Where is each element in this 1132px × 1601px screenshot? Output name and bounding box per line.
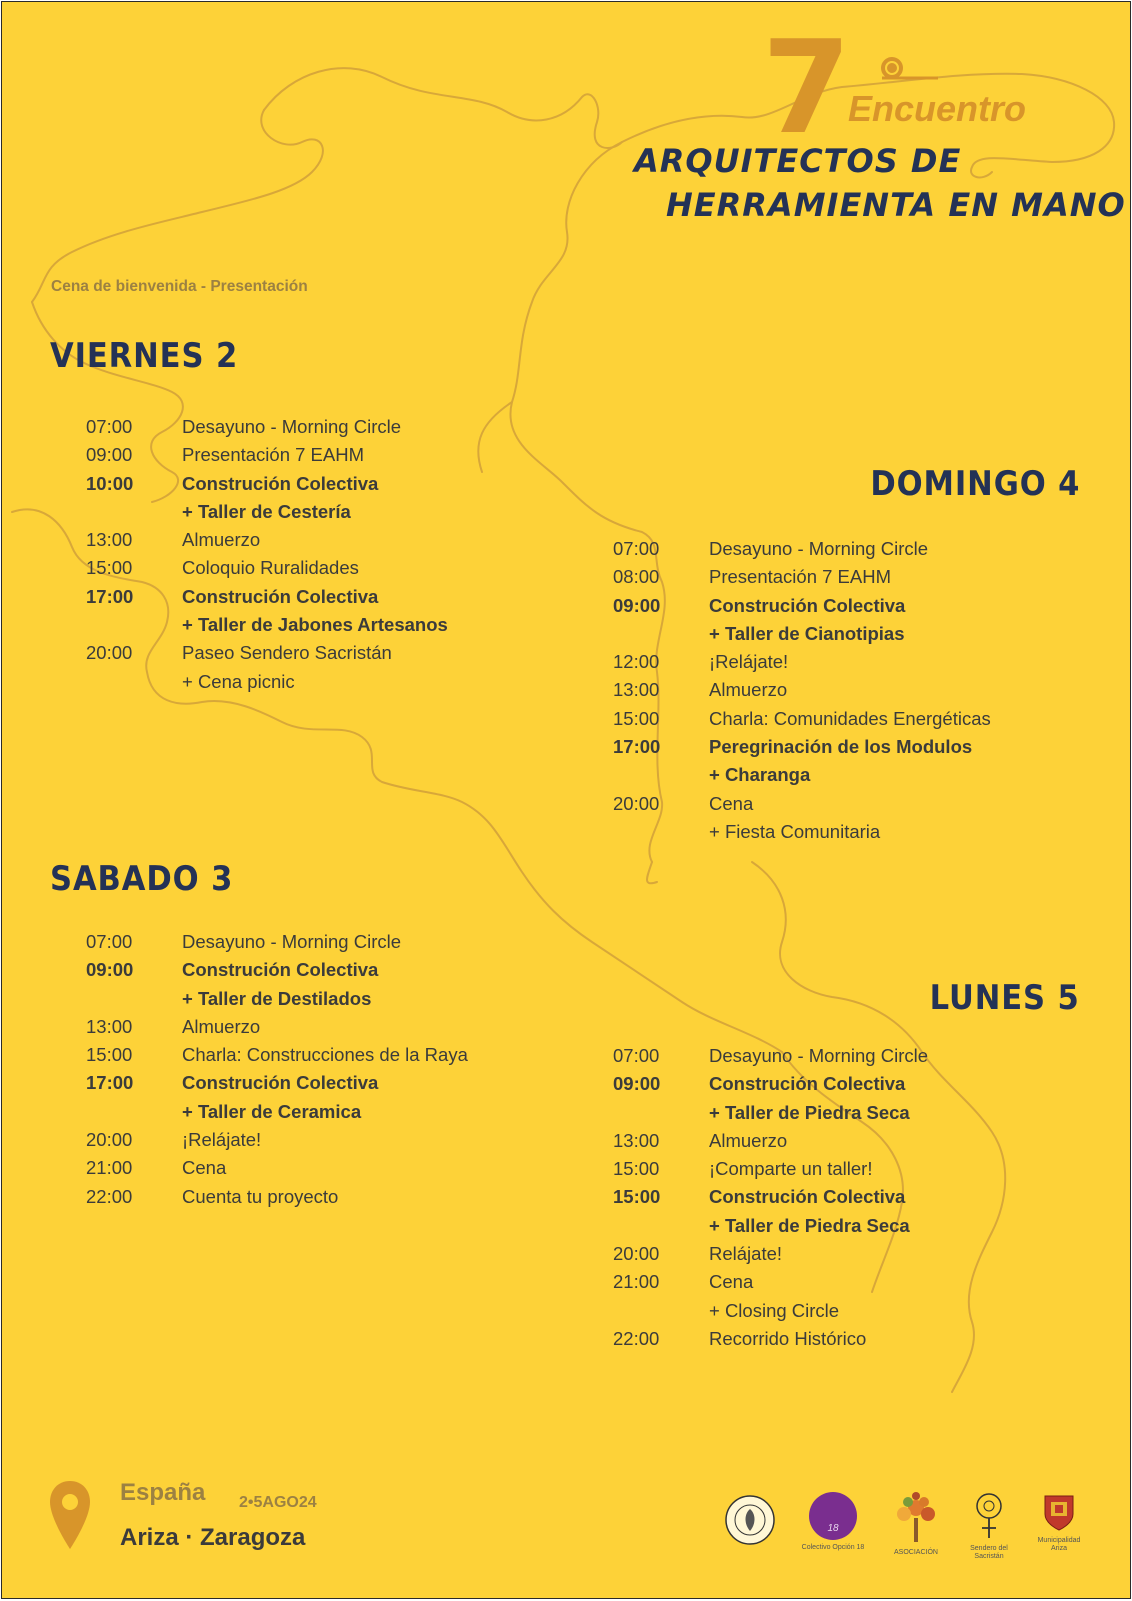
- logo-municipalidad: [1028, 1492, 1090, 1553]
- opcion-caption: Colectivo Opción 18: [801, 1544, 865, 1551]
- edition-number: 7: [762, 14, 852, 163]
- schedule-row: [86, 470, 546, 498]
- schedule-activity: Construción Colectiva: [709, 1186, 906, 1208]
- schedule-time: 21:00: [613, 1271, 660, 1293]
- day-title-domingo: DOMINGO 4: [869, 464, 1080, 504]
- schedule-time: 22:00: [86, 1185, 133, 1207]
- schedule-row: [86, 1098, 546, 1126]
- schedule-time: 07:00: [613, 538, 660, 559]
- day-title-sabado: SABADO 3: [50, 859, 234, 899]
- schedule-activity: ¡Relájate!: [182, 1129, 262, 1151]
- schedule-row: [613, 1070, 1073, 1098]
- schedule-row: [86, 1013, 546, 1041]
- schedule-row: [86, 1069, 546, 1097]
- schedule-activity: + Taller de Ceramica: [182, 1100, 362, 1122]
- schedule-domingo: [613, 535, 1073, 846]
- schedule-row: [86, 668, 546, 696]
- schedule-activity: + Charanga: [709, 764, 811, 786]
- schedule-row: [613, 676, 1073, 704]
- schedule-activity: + Taller de Piedra Seca: [709, 1214, 910, 1236]
- poster: [1, 1, 1131, 1599]
- schedule-row: [613, 790, 1073, 818]
- schedule-time: 15:00: [613, 1186, 661, 1208]
- schedule-activity: + Taller de Cianotipias: [709, 622, 905, 644]
- schedule-row: [613, 818, 1073, 846]
- schedule-activity: Almuerzo: [709, 1129, 788, 1151]
- schedule-row: [86, 441, 546, 469]
- schedule-row: [86, 413, 546, 441]
- schedule-time: 21:00: [86, 1157, 133, 1179]
- schedule-row: [86, 956, 546, 984]
- schedule-time: 20:00: [86, 642, 133, 664]
- schedule-activity: + Cena picnic: [182, 670, 295, 692]
- schedule-row: [613, 1240, 1073, 1268]
- logo-altos-sacristan: [886, 1490, 946, 1557]
- schedule-activity: Almuerzo: [182, 529, 261, 551]
- schedule-time: 20:00: [613, 1243, 660, 1265]
- muni-town: Ariza: [1051, 1545, 1067, 1552]
- sendero-symbol-icon: [969, 1492, 1009, 1540]
- schedule-row: [613, 1297, 1073, 1325]
- schedule-activity: + Taller de Piedra Seca: [709, 1101, 910, 1123]
- schedule-row: [86, 1041, 546, 1069]
- schedule-row: [613, 1042, 1073, 1070]
- schedule-activity: Presentación 7 EAHM: [709, 566, 892, 588]
- encuentro-label: Encuentro: [848, 88, 1027, 129]
- parroquia-seal-icon: [724, 1494, 776, 1546]
- schedule-time: 17:00: [613, 736, 661, 758]
- schedule-activity: Construción Colectiva: [182, 472, 379, 494]
- altos-caption: ASOCIACIÓN: [894, 1549, 938, 1556]
- schedule-activity: Desayuno - Morning Circle: [182, 416, 402, 437]
- schedule-activity: Paseo Sendero Sacristán: [182, 642, 392, 664]
- schedule-row: [86, 583, 546, 611]
- schedule-activity: ¡Relájate!: [709, 651, 789, 673]
- schedule-row: [613, 1268, 1073, 1296]
- schedule-activity: Construción Colectiva: [182, 959, 379, 981]
- footer-dates: 2•5AGO24: [239, 1494, 317, 1511]
- schedule-row: [613, 535, 1073, 563]
- schedule-activity: Charla: Construcciones de la Raya: [182, 1044, 468, 1066]
- schedule-row: [613, 1183, 1073, 1211]
- schedule-activity: Cena: [709, 1271, 754, 1293]
- day-title-viernes: VIERNES 2: [50, 336, 239, 376]
- schedule-row: [613, 1099, 1073, 1127]
- schedule-activity: Construción Colectiva: [182, 1072, 379, 1094]
- schedule-row: [613, 761, 1073, 789]
- schedule-row: [613, 648, 1073, 676]
- schedule-row: [613, 592, 1073, 620]
- schedule-row: [86, 1183, 546, 1211]
- schedule-activity: Cuenta tu proyecto: [182, 1185, 339, 1207]
- footer-country: España: [120, 1479, 206, 1506]
- schedule-activity: Presentación 7 EAHM: [182, 444, 365, 466]
- schedule-activity: Cena: [709, 792, 754, 814]
- schedule-time: 07:00: [613, 1045, 660, 1066]
- schedule-time: 17:00: [86, 585, 134, 607]
- schedule-time: 13:00: [613, 679, 660, 701]
- schedule-row: [86, 1154, 546, 1182]
- schedule-activity: + Taller de Destilados: [182, 987, 372, 1009]
- schedule-time: 15:00: [86, 557, 133, 579]
- schedule-activity: ¡Comparte un taller!: [709, 1158, 873, 1180]
- schedule-time: 22:00: [613, 1327, 660, 1349]
- schedule-lunes: [613, 1042, 1073, 1353]
- schedule-time: 15:00: [613, 1158, 660, 1180]
- schedule-activity: Coloquio Ruralidades: [182, 557, 359, 579]
- schedule-time: 20:00: [613, 792, 660, 814]
- schedule-time: 13:00: [86, 1015, 133, 1037]
- logo-parroquia: [724, 1494, 776, 1551]
- schedule-row: [613, 1325, 1073, 1353]
- schedule-activity: Construción Colectiva: [709, 594, 906, 616]
- schedule-activity: Desayuno - Morning Circle: [709, 538, 929, 559]
- footer-place: Ariza · Zaragoza: [120, 1524, 306, 1551]
- event-title-line2: HERRAMIENTA EN MANO: [666, 186, 1126, 224]
- schedule-time: 13:00: [86, 529, 133, 551]
- schedule-activity: Construción Colectiva: [182, 585, 379, 607]
- schedule-row: [613, 1127, 1073, 1155]
- schedule-time: 09:00: [86, 959, 134, 981]
- schedule-row: [86, 498, 546, 526]
- schedule-activity: + Taller de Jabones Artesanos: [182, 614, 448, 636]
- schedule-time: 17:00: [86, 1072, 134, 1094]
- schedule-activity: + Closing Circle: [709, 1299, 840, 1321]
- schedule-row: [86, 611, 546, 639]
- schedule-row: [613, 620, 1073, 648]
- schedule-activity: Relájate!: [709, 1243, 783, 1265]
- schedule-row: [613, 1155, 1073, 1183]
- schedule-time: 07:00: [86, 416, 133, 437]
- snail-icon: [878, 54, 942, 84]
- schedule-time: 09:00: [613, 594, 661, 616]
- schedule-row: [86, 554, 546, 582]
- schedule-activity: + Fiesta Comunitaria: [709, 820, 881, 842]
- opcion-number: 18: [827, 1523, 839, 1534]
- schedule-time: 13:00: [613, 1129, 660, 1151]
- schedule-activity: Almuerzo: [182, 1015, 261, 1037]
- tree-icon: [886, 1490, 946, 1544]
- location-pin-icon: [48, 1479, 92, 1551]
- schedule-time: 09:00: [86, 444, 133, 466]
- schedule-activity: Peregrinación de los Modulos: [709, 736, 973, 758]
- day-title-lunes: LUNES 5: [929, 978, 1080, 1018]
- logo-sendero-sacristan: [966, 1492, 1012, 1561]
- coat-of-arms-icon: [1041, 1492, 1077, 1532]
- sendero-caption: Sendero del Sacristán: [970, 1545, 1008, 1560]
- schedule-row: [613, 1212, 1073, 1240]
- schedule-time: 08:00: [613, 566, 660, 588]
- schedule-time: 07:00: [86, 931, 133, 952]
- schedule-viernes: [86, 413, 546, 696]
- schedule-row: [613, 705, 1073, 733]
- schedule-row: [86, 1126, 546, 1154]
- schedule-activity: Desayuno - Morning Circle: [182, 931, 402, 952]
- muni-caption: Municipalidad: [1037, 1537, 1081, 1544]
- schedule-row: [86, 526, 546, 554]
- schedule-time: 09:00: [613, 1073, 661, 1095]
- event-title-line1: ARQUITECTOS DE: [634, 142, 962, 180]
- schedule-activity: + Taller de Cestería: [182, 500, 351, 522]
- schedule-time: 15:00: [613, 707, 660, 729]
- schedule-row: [86, 639, 546, 667]
- schedule-time: 15:00: [86, 1044, 133, 1066]
- schedule-activity: Cena: [182, 1157, 227, 1179]
- logo-opcion-18: [788, 1492, 878, 1552]
- schedule-row: [613, 733, 1073, 761]
- schedule-time: 10:00: [86, 472, 134, 494]
- schedule-activity: Almuerzo: [709, 679, 788, 701]
- schedule-activity: Charla: Comunidades Energéticas: [709, 707, 991, 729]
- schedule-activity: Construción Colectiva: [709, 1073, 906, 1095]
- schedule-sabado: [86, 928, 546, 1211]
- schedule-row: [86, 985, 546, 1013]
- schedule-activity: Recorrido Histórico: [709, 1327, 867, 1349]
- schedule-row: [613, 563, 1073, 591]
- schedule-activity: Desayuno - Morning Circle: [709, 1045, 929, 1066]
- intro-text: Cena de bienvenida - Presentación: [51, 278, 308, 295]
- schedule-row: [86, 928, 546, 956]
- schedule-time: 12:00: [613, 651, 660, 673]
- schedule-time: 20:00: [86, 1129, 133, 1151]
